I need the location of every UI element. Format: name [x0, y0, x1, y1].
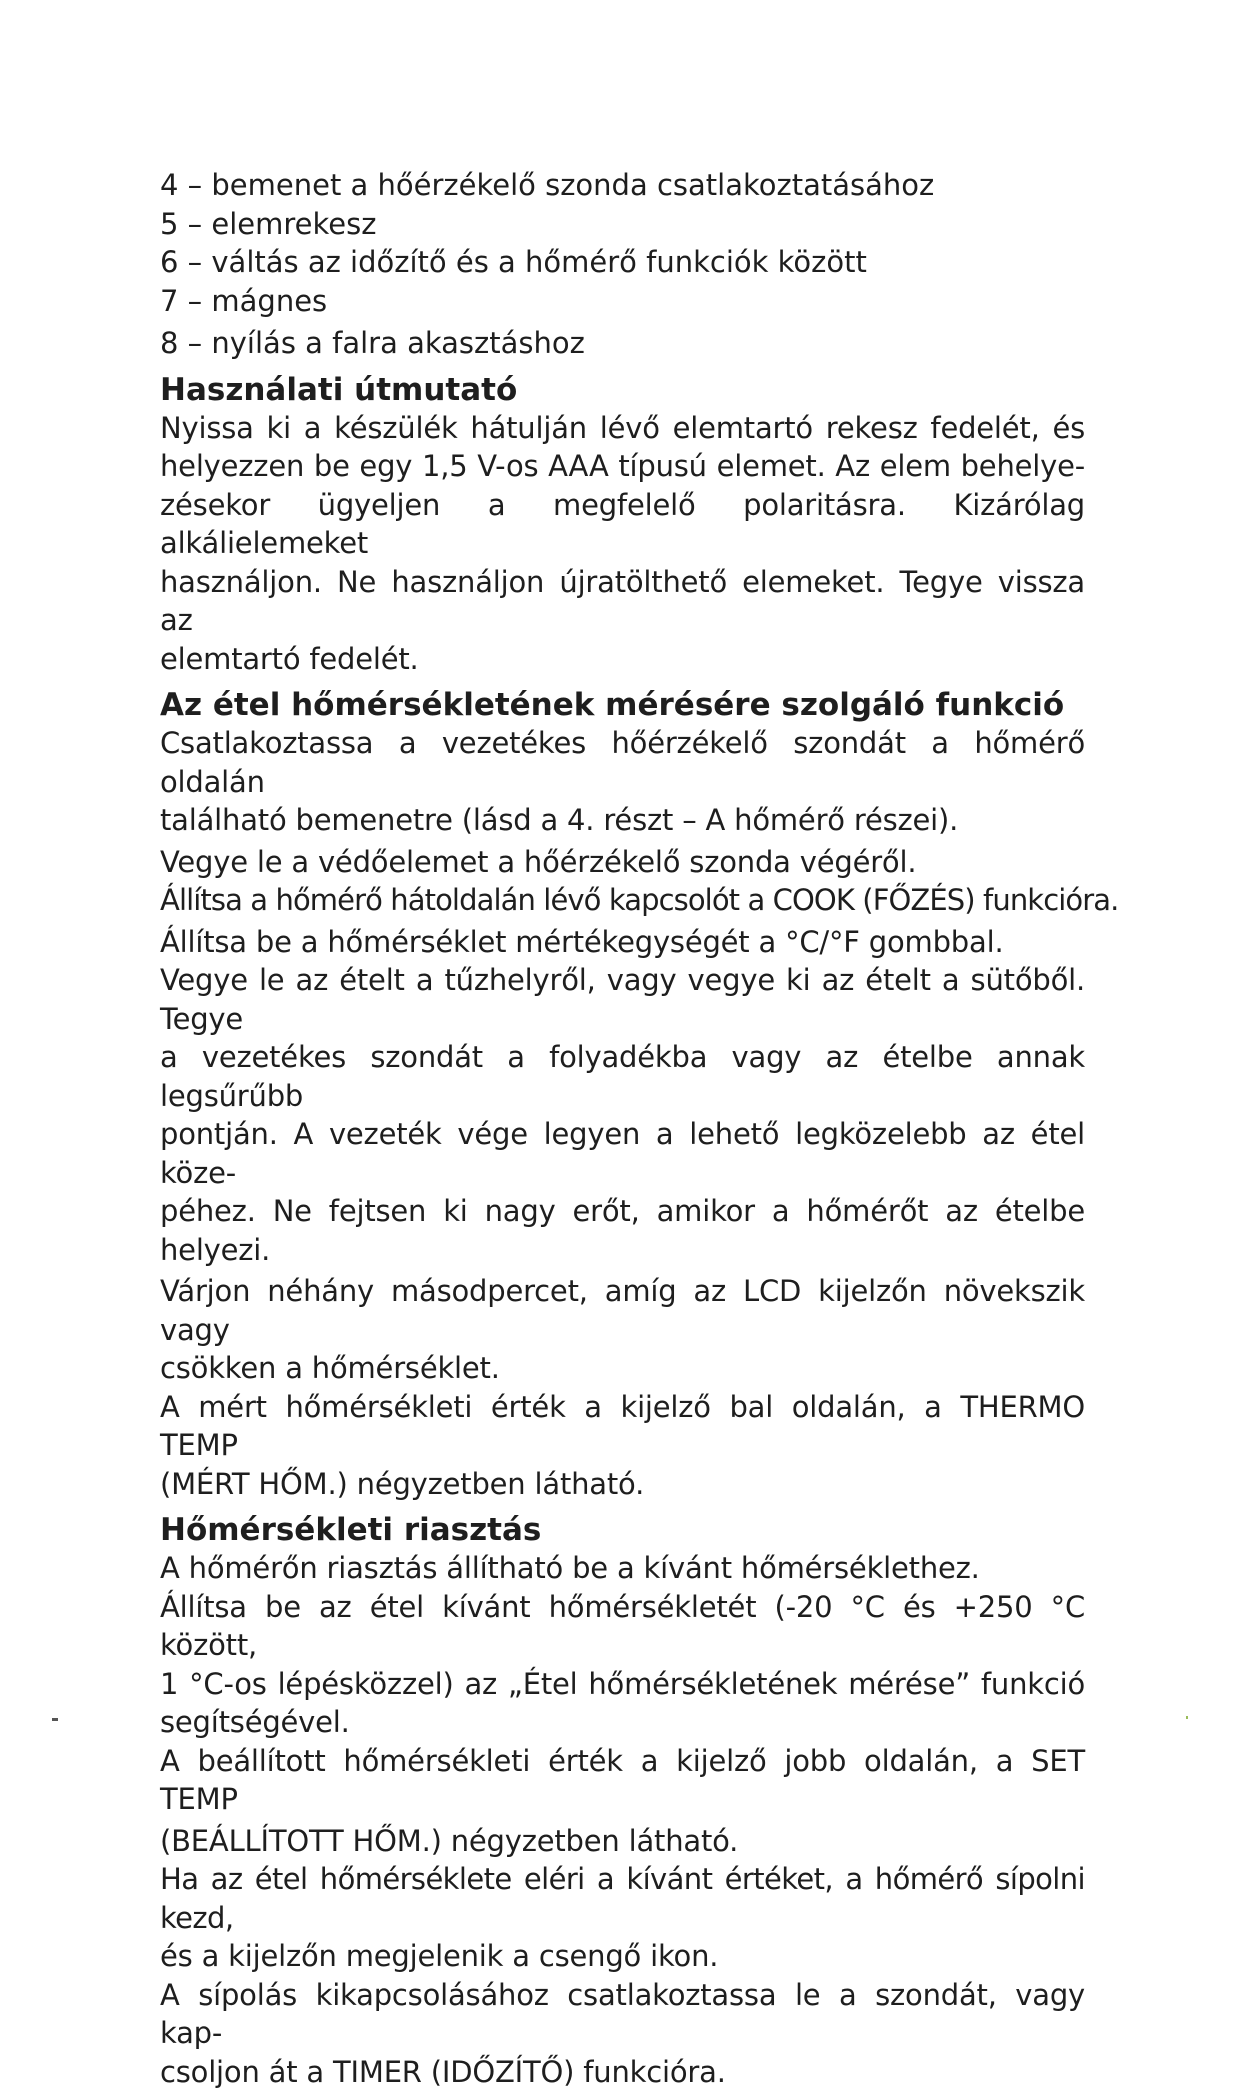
list-item: 6 – váltás az időzítő és a hőmérő funkciók között [160, 243, 1085, 282]
text-line: segítségével. [160, 1703, 1085, 1742]
list-item: 4 – bemenet a hőérzékelő szonda csatlakoztatásához [160, 166, 1085, 205]
text-line: Csatlakoztassa a vezetékes hőérzékelő szondát a hőmérő oldalán [160, 724, 1085, 801]
text-line: használjon. Ne használjon újratölthető elemeket. Tegye vissza az [160, 563, 1085, 640]
scan-mark [52, 1718, 58, 1721]
text-line: Nyissa ki a készülék hátulján lévő elemtartó rekesz fedelét, és [160, 409, 1085, 448]
usage-section [160, 371, 1085, 679]
text-line: Ha az étel hőmérséklete eléri a kívánt értéket, a hőmérő sípolni kezd, [160, 1860, 1085, 1937]
food-temp-section [160, 686, 1085, 1503]
food-temp-heading: Az étel hőmérsékletének mérésére szolgáló funkció [160, 686, 1085, 724]
text-line: A beállított hőmérsékleti érték a kijelző jobb oldalán, a SET TEMP [160, 1742, 1085, 1819]
text-line: csoljon át a TIMER (IDŐZÍTŐ) funkcióra. [160, 2053, 1085, 2091]
text-line: (MÉRT HŐM.) négyzetben látható. [160, 1465, 1085, 1504]
text-line: Vegye le a védőelemet a hőérzékelő szonda végéről. [160, 843, 1085, 882]
parts-list [160, 166, 1085, 363]
alarm-heading: Hőmérsékleti riasztás [160, 1511, 1085, 1549]
text-line: Állítsa be az étel kívánt hőmérsékletét (-20 °C és +250 °C között, [160, 1588, 1085, 1665]
text-line: Állítsa be a hőmérséklet mértékegységét a °C/°F gombbal. [160, 923, 1085, 962]
text-line: 1 °C-os lépésközzel) az „Étel hőmérsékletének mérése” funkció [160, 1665, 1085, 1704]
scan-mark [1186, 1716, 1188, 1719]
text-line: Vegye le az ételt a tűzhelyről, vagy vegye ki az ételt a sütőből. Tegye [160, 961, 1085, 1038]
text-line: helyezzen be egy 1,5 V-os AAA típusú elemet. Az elem behelye- [160, 447, 1085, 486]
usage-heading: Használati útmutató [160, 371, 1085, 409]
text-line: A sípolás kikapcsolásához csatlakoztassa le a szondát, vagy kap- [160, 1976, 1085, 2053]
text-line: zésekor ügyeljen a megfelelő polaritásra. Kizárólag alkálielemeket [160, 486, 1085, 563]
text-line: (BEÁLLÍTOTT HŐM.) négyzetben látható. [160, 1822, 1085, 1861]
alarm-section [160, 1511, 1085, 2091]
text-line: A hőmérőn riasztás állítható be a kívánt hőmérséklethez. [160, 1549, 1085, 1588]
text-line: Állítsa a hőmérő hátoldalán lévő kapcsolót a COOK (FŐZÉS) funkcióra. [160, 881, 1085, 920]
text-line: elemtartó fedelét. [160, 640, 1085, 679]
text-line: csökken a hőmérséklet. [160, 1349, 1085, 1388]
list-item: 5 – elemrekesz [160, 205, 1085, 244]
list-item: 7 – mágnes [160, 282, 1085, 321]
text-line: a vezetékes szondát a folyadékba vagy az ételbe annak legsűrűbb [160, 1038, 1085, 1115]
text-line: A mért hőmérsékleti érték a kijelző bal oldalán, a THERMO TEMP [160, 1388, 1085, 1465]
manual-page [160, 166, 1085, 2091]
text-line: pontján. A vezeték vége legyen a lehető legközelebb az étel köze- [160, 1115, 1085, 1192]
text-line: található bemenetre (lásd a 4. részt – A hőmérő részei). [160, 801, 1085, 840]
list-item: 8 – nyílás a falra akasztáshoz [160, 324, 1085, 363]
text-line: Várjon néhány másodpercet, amíg az LCD kijelzőn növekszik vagy [160, 1272, 1085, 1349]
text-line: és a kijelzőn megjelenik a csengő ikon. [160, 1937, 1085, 1976]
text-line: péhez. Ne fejtsen ki nagy erőt, amikor a hőmérőt az ételbe helyezi. [160, 1192, 1085, 1269]
